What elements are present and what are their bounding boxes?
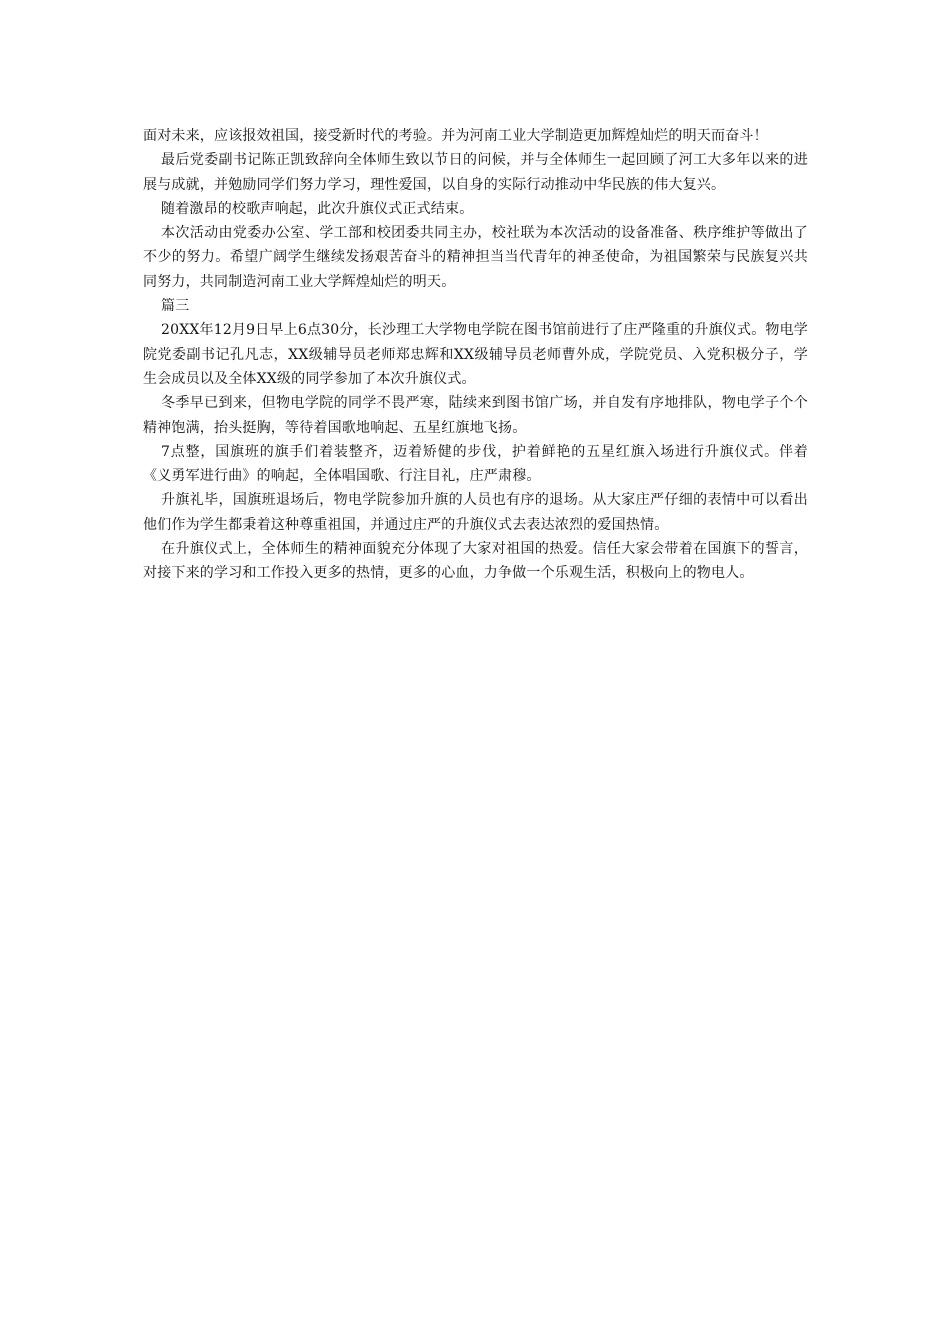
paragraph: 在升旗仪式上，全体师生的精神面貌充分体现了大家对祖国的热爱。信任大家会带着在国旗下的誓言，对接下来的学习和工作投入更多的热情，更多的心血，力争做一个乐观生活，积极向上的物电人。 bbox=[143, 541, 808, 582]
paragraph: 7点整，国旗班的旗手们着装整齐，迈着矫健的步伐，护着鲜艳的五星红旗入场进行升旗仪式。伴着《义勇军进行曲》的响起，全体唱国歌、行注目礼，庄严肃穆。 bbox=[143, 443, 808, 485]
paragraph: 本次活动由党委办公室、学工部和校团委共同主办，校社联为本次活动的设备准备、秩序维护等做出了不少的努力。希望广阔学生继续发扬艰苦奋斗的精神担当当代青年的神圣使命，为祖国繁荣与民族复兴共同努力，共同制造河南工业大学辉煌灿烂的明天。 bbox=[143, 225, 808, 290]
paragraph: 面对未来，应该报效祖国，接受新时代的考验。并为河南工业大学制造更加辉煌灿烂的明天而奋斗！ bbox=[143, 128, 768, 144]
paragraph: 随着激昂的校歌声响起，此次升旗仪式正式结束。 bbox=[161, 200, 474, 217]
paragraph: 升旗礼毕，国旗班退场后，物电学院参加升旗的人员也有序的退场。从大家庄严仔细的表情中可以看出他们作为学生都秉着这种尊重祖国，并通过庄严的升旗仪式去表达浓烈的爱国热情。 bbox=[143, 492, 808, 533]
paragraph: 冬季早已到来，但物电学院的同学不畏严寒，陆续来到图书馆广场，并自发有序地排队，物电学子个个精神饱满，抬头挺胸，等待着国歌地响起、五星红旗地飞扬。 bbox=[143, 395, 808, 436]
section-heading: 篇三 bbox=[161, 298, 190, 315]
paragraph: 最后党委副书记陈正凯致辞向全体师生致以节日的问候，并与全体师生一起回顾了河工大多年以来的进展与成就，并勉励同学们努力学习，理性爱国，以自身的实际行动推动中华民族的伟大复兴。 bbox=[143, 152, 808, 193]
document-body bbox=[143, 124, 808, 586]
paragraph: 20XX年12月9日早上6点30分，长沙理工大学物电学院在图书馆前进行了庄严隆重的升旗仪式。物电学院党委副书记孔凡志，XX级辅导员老师郑忠辉和XX级辅导员老师曹外成，学院党员、入党积极分子，学生会成员以及全体XX级的同学参加了本次升旗仪式。 bbox=[143, 322, 808, 387]
